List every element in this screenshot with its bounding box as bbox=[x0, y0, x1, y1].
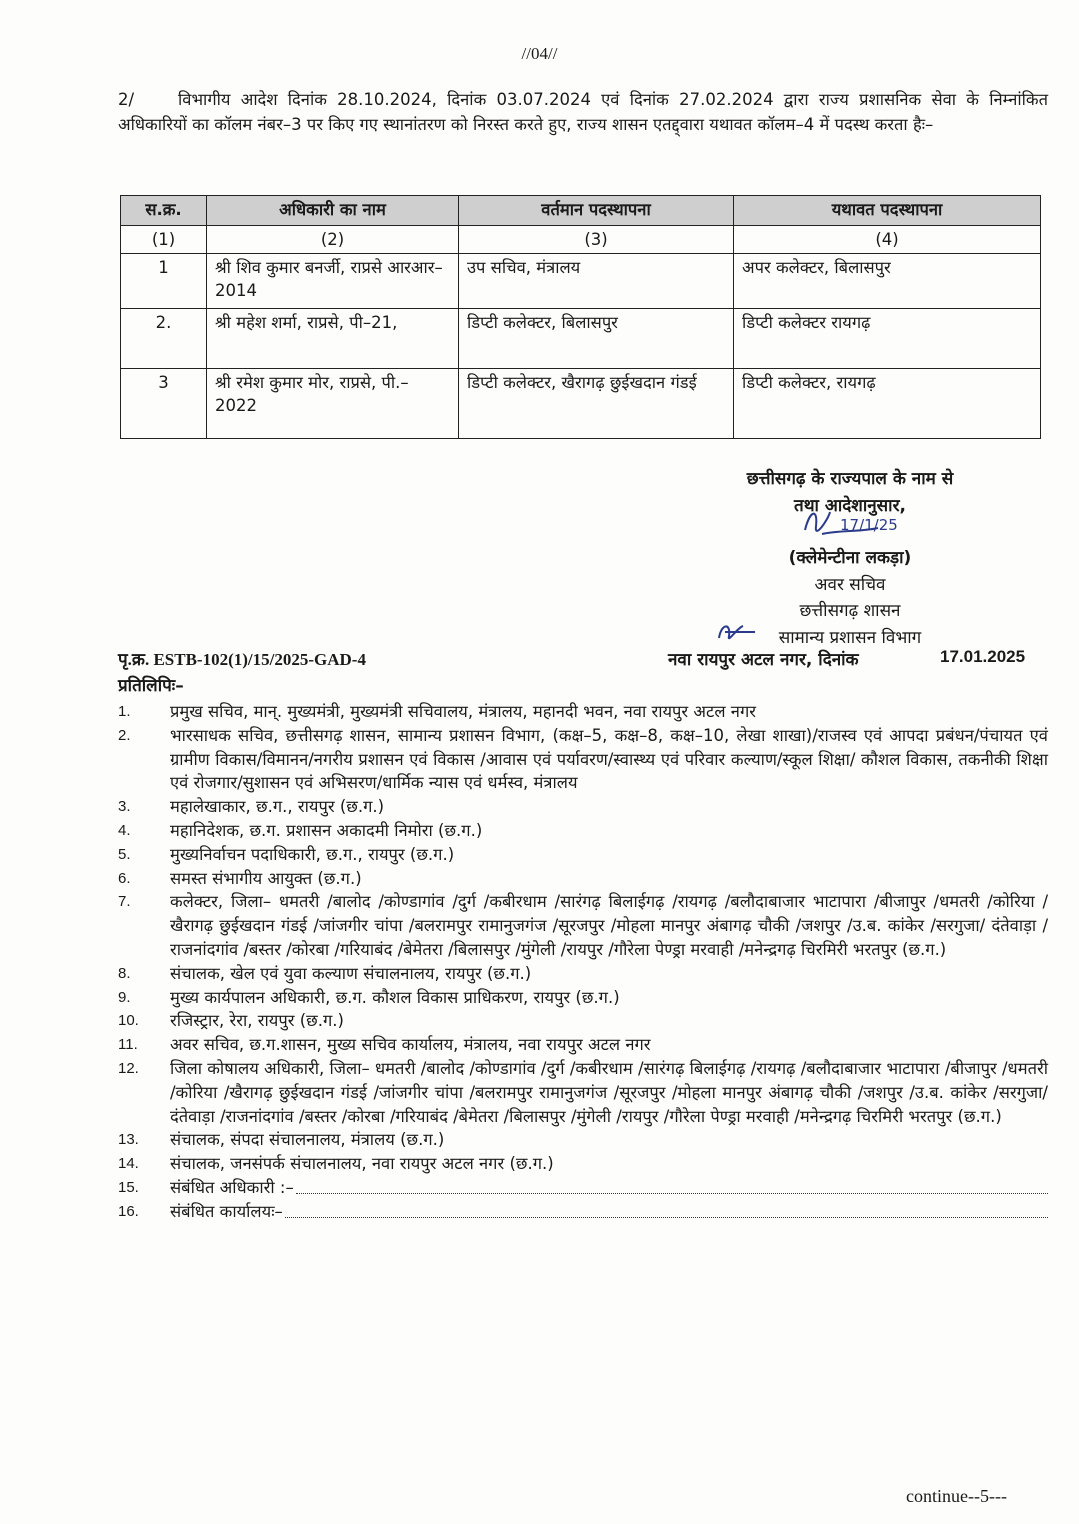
list-item bbox=[118, 819, 1048, 843]
reference-number: पृ.क्र. ESTB-102(1)/15/2025-GAD-4 bbox=[118, 650, 366, 669]
item-text: महानिदेशक, छ.ग. प्रशासन अकादमी निमोरा (छ.ग.) bbox=[170, 820, 483, 840]
item-text: मुख्यनिर्वाचन पदाधिकारी, छ.ग., रायपुर (छ.ग.) bbox=[170, 844, 455, 864]
reference-line bbox=[118, 647, 1038, 670]
handwritten-signature bbox=[800, 500, 920, 550]
row-officer-name: श्री महेश शर्मा, राप्रसे, पी–21, bbox=[207, 309, 459, 369]
row-new-posting: अपर कलेक्टर, बिलासपुर bbox=[734, 254, 1041, 309]
column-number: (1) bbox=[121, 226, 207, 254]
list-item bbox=[118, 1128, 1048, 1152]
column-number: (2) bbox=[207, 226, 459, 254]
paragraph-number: 2/ bbox=[118, 90, 135, 109]
list-item bbox=[118, 1057, 1048, 1128]
row-sn: 2. bbox=[121, 309, 207, 369]
signatory-government: छत्तीसगढ़ शासन bbox=[799, 601, 901, 621]
item-number: 1. bbox=[118, 703, 131, 720]
signatory-name: (क्लेमेन्टीना लकड़ा) bbox=[788, 548, 912, 568]
column-number-row bbox=[121, 226, 1041, 254]
table-row bbox=[121, 369, 1041, 439]
item-text: भारसाधक सचिव, छत्तीसगढ़ शासन, सामान्य प्रशासन विभाग, (कक्ष–5, कक्ष–8, कक्ष–10, लेखा शाखा)/राजस्व एवं आपदा प्रबंधन/पंचायत एवं ग्रामीण विकास/विमानन/नगरीय प्रशासन एवं विकास /आवास एवं पर्यावरण/स्वास्थ्य एवं परिवार कल्याण/स्कूल शिक्षा/ कौशल विकास, तकनीकी शिक्षा एवं रोजगार/सुशासन एवं अभिसरण/धार्मिक न्यास एवं धर्मस्व, मंत्रालय bbox=[170, 725, 1048, 793]
table-row bbox=[121, 309, 1041, 369]
row-new-posting: डिप्टी कलेक्टर, रायगढ़ bbox=[734, 369, 1041, 439]
header-sn: स.क्र. bbox=[121, 196, 207, 226]
continue-note: continue--5--- bbox=[906, 1486, 1007, 1506]
item-number: 7. bbox=[118, 893, 131, 911]
row-current-posting: डिप्टी कलेक्टर, खैरागढ़ छुईखदान गंडई bbox=[459, 369, 734, 439]
row-new-posting: डिप्टी कलेक्टर रायगढ़ bbox=[734, 309, 1041, 369]
table-row bbox=[121, 254, 1041, 309]
item-number: 2. bbox=[118, 726, 131, 744]
list-item bbox=[118, 1200, 1048, 1224]
column-number: (3) bbox=[459, 226, 734, 254]
signatory-department: सामान्य प्रशासन विभाग bbox=[778, 627, 922, 648]
initial-mark bbox=[715, 618, 765, 648]
item-number: 14. bbox=[118, 1155, 139, 1173]
list-item bbox=[118, 890, 1048, 961]
row-sn: 3 bbox=[121, 369, 207, 439]
signature-block bbox=[640, 466, 1060, 651]
signatory-designation: अवर सचिव bbox=[814, 574, 886, 595]
list-item bbox=[118, 843, 1048, 867]
item-number: 15. bbox=[118, 1178, 139, 1196]
list-item bbox=[118, 867, 1048, 891]
row-sn: 1 bbox=[121, 254, 207, 309]
fill-in-line bbox=[285, 1200, 1048, 1218]
list-item bbox=[118, 1009, 1048, 1033]
table-header-row bbox=[121, 196, 1041, 226]
list-item bbox=[118, 700, 1048, 724]
row-officer-name: श्री शिव कुमार बनर्जी, राप्रसे आरआर–2014 bbox=[207, 254, 459, 309]
list-item bbox=[118, 986, 1048, 1010]
row-officer-name: श्री रमेश कुमार मोर, राप्रसे, पी.–2022 bbox=[207, 369, 459, 439]
item-number: 8. bbox=[118, 964, 131, 982]
item-text: संचालक, खेल एवं युवा कल्याण संचालनालय, रायपुर (छ.ग.) bbox=[170, 963, 532, 983]
reference-date: 17.01.2025 bbox=[940, 647, 1026, 666]
list-item bbox=[118, 724, 1048, 795]
item-number: 12. bbox=[118, 1059, 139, 1077]
item-text: समस्त संभागीय आयुक्त (छ.ग.) bbox=[170, 868, 362, 888]
item-text: रजिस्ट्रार, रेरा, रायपुर (छ.ग.) bbox=[170, 1011, 344, 1031]
order-line: तथा आदेशानुसार, bbox=[794, 495, 906, 516]
row-current-posting: उप सचिव, मंत्रालय bbox=[459, 254, 734, 309]
fill-in-line bbox=[296, 1176, 1048, 1194]
header-officer-name: अधिकारी का नाम bbox=[207, 196, 459, 226]
item-text: जिला कोषालय अधिकारी, जिला– धमतरी /बालोद /कोण्डागांव /दुर्ग /कबीरधाम /सारंगढ़ बिलाईगढ़ /रायगढ़ /बलौदाबाजार भाटापारा /बीजापुर /धमतरी /कोरिया /खैरागढ़ छुईखदान गंडई /जांजगीर चांपा /बलरामपुर रामानुजगंज /सूरजपुर /मोहला मानपुर अंबागढ़ चौकी /जशपुर /उ.ब. कांकेर /सरगुजा/ दंतेवाड़ा /राजनांदगांव /बस्तर /कोरबा /गरियाबंद /बेमेतरा /बिलासपुर /मुंगेली /रायपुर /गौरेला पेण्ड्रा मरवाही /मनेन्द्रगढ़ चिरमिरी भरतपुर (छ.ग.) bbox=[170, 1058, 1048, 1126]
item-text: संबंधित अधिकारी :– bbox=[170, 1177, 294, 1197]
list-item bbox=[118, 1152, 1048, 1176]
signature-date: 17/1/25 bbox=[840, 516, 898, 534]
row-current-posting: डिप्टी कलेक्टर, बिलासपुर bbox=[459, 309, 734, 369]
header-new-posting: यथावत पदस्थापना bbox=[734, 196, 1041, 226]
governor-line: छत्तीसगढ़ के राज्यपाल के नाम से bbox=[746, 469, 954, 489]
item-text: संबंधित कार्यालयः– bbox=[170, 1201, 283, 1221]
copy-list bbox=[118, 700, 1048, 1224]
item-number: 11. bbox=[118, 1036, 138, 1054]
item-text: मुख्य कार्यपालन अधिकारी, छ.ग. कौशल विकास प्राधिकरण, रायपुर (छ.ग.) bbox=[170, 987, 620, 1007]
list-item bbox=[118, 1033, 1048, 1057]
item-number: 6. bbox=[118, 869, 131, 887]
list-item bbox=[118, 1176, 1048, 1200]
copy-heading: प्रतिलिपिः– bbox=[118, 676, 184, 696]
column-number: (4) bbox=[734, 226, 1041, 254]
item-text: प्रमुख सचिव, मान्. मुख्यमंत्री, मुख्यमंत्री सचिवालय, मंत्रालय, महानदी भवन, नवा रायपुर अटल नगर bbox=[170, 702, 756, 721]
item-text: कलेक्टर, जिला– धमतरी /बालोद /कोण्डागांव /दुर्ग /कबीरधाम /सारंगढ़ बिलाईगढ़ /रायगढ़ /बलौदाबाजार भाटापारा /बीजापुर /धमतरी /कोरिया /खैरागढ़ छुईखदान गंडई /जांजगीर चांपा /बलरामपुर रामानुजगंज /सूरजपुर /मोहला मानपुर अंबागढ़ चौकी /जशपुर /उ.ब. कांकेर /सरगुजा/ दंतेवाड़ा /राजनांदगांव /बस्तर /कोरबा /गरियाबंद /बेमेतरा /बिलासपुर /मुंगेली /रायपुर /गौरेला पेण्ड्रा मरवाही /मनेन्द्रगढ़ चिरमिरी भरतपुर (छ.ग.) bbox=[170, 892, 1048, 959]
item-number: 5. bbox=[118, 845, 131, 863]
list-item bbox=[118, 795, 1048, 819]
item-number: 16. bbox=[118, 1202, 139, 1220]
item-number: 4. bbox=[118, 821, 131, 839]
item-number: 10. bbox=[118, 1012, 139, 1030]
item-number: 13. bbox=[118, 1131, 139, 1149]
list-item bbox=[118, 962, 1048, 986]
reference-place: नवा रायपुर अटल नगर, दिनांक bbox=[668, 650, 859, 670]
item-text: संचालक, संपदा संचालनालय, मंत्रालय (छ.ग.) bbox=[170, 1130, 445, 1150]
header-current-posting: वर्तमान पदस्थापना bbox=[459, 196, 734, 226]
item-text: संचालक, जनसंपर्क संचालनालय, नवा रायपुर अटल नगर (छ.ग.) bbox=[170, 1154, 554, 1174]
item-number: 9. bbox=[118, 988, 131, 1006]
item-text: अवर सचिव, छ.ग.शासन, मुख्य सचिव कार्यालय, मंत्रालय, नवा रायपुर अटल नगर bbox=[170, 1035, 651, 1055]
item-text: महालेखाकार, छ.ग., रायपुर (छ.ग.) bbox=[170, 797, 385, 817]
page-number: //04// bbox=[521, 44, 558, 63]
paragraph-text: विभागीय आदेश दिनांक 28.10.2024, दिनांक 03.07.2024 एवं दिनांक 27.02.2024 द्वारा राज्य प्रशासनिक सेवा के निम्नांकित अधिकारियों का कॉलम नंबर–3 पर किए गए स्थानांतरण को निरस्त करते हुए, राज्य शासन एतद्द्वारा यथावत कॉलम–4 में पदस्थ करता हैः– bbox=[118, 90, 1048, 134]
postings-table bbox=[120, 195, 1041, 439]
order-paragraph bbox=[118, 88, 1048, 137]
item-number: 3. bbox=[118, 798, 131, 816]
